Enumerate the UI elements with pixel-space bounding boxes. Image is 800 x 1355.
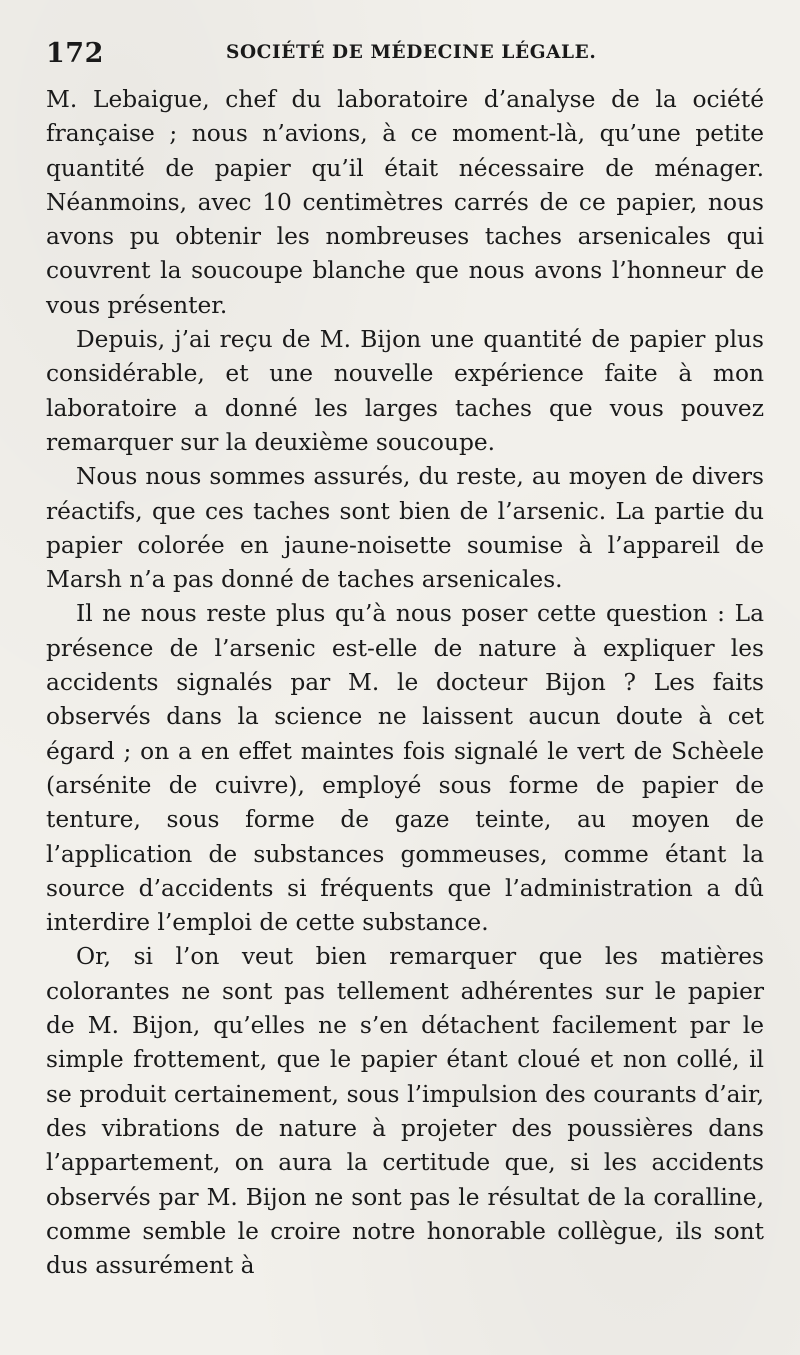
page-header — [46, 38, 768, 74]
paragraph-1: M. Lebaigue, chef du laboratoire d’analyse de la ociété française ; nous n’avions, à ce moment-là, qu’une petite quantité de papier qu’il était nécessaire de ménager. Néanmoins, avec 10 centimètres carrés de ce papier, nous avons pu obtenir les nombreuses taches arsenicales qui couvrent la soucoupe blanche que nous avons l’honneur de vous présenter. — [46, 86, 764, 319]
paragraph-5: Or, si l’on veut bien remarquer que les matières colorantes ne sont pas tellement adhérentes sur le papier de M. Bijon, qu’elles ne s’en détachent facilement par le simple frottement, que le papier étant cloué et non collé, il se produit certainement, sous l’impulsion des courants d’air, des vibrations de nature à projeter des poussières dans l’appartement, on aura la certitude que, si les accidents observés par M. Bijon ne sont pas le résultat de la coralline, comme semble le croire notre honorable collègue, ils sont dus assurément à — [46, 943, 764, 1280]
running-title: SOCIÉTÉ DE MÉDECINE LÉGALE. — [226, 42, 597, 63]
page-number: 172 — [46, 38, 104, 69]
body-text — [46, 83, 764, 1283]
paragraph-2: Depuis, j’ai reçu de M. Bijon une quantité de papier plus considérable, et une nouvelle expérience faite à mon laboratoire a donné les larges taches que vous pouvez remarquer sur la deuxième soucoupe. — [46, 326, 764, 456]
paragraph-4: Il ne nous reste plus qu’à nous poser cette question : La présence de l’arsenic est-elle de nature à expliquer les accidents signalés par M. le docteur Bijon ? Les faits observés dans la science ne laissent aucun doute à cet égard ; on a en effet maintes fois signalé le vert de Schèele (arsénite de cuivre), employé sous forme de papier de tenture, sous forme de gaze teinte, au moyen de l’application de substances gommeuses, comme étant la source d’accidents si fréquents que l’administration a dû interdire l’emploi de cette substance. — [46, 600, 764, 937]
paragraph-3: Nous nous sommes assurés, du reste, au moyen de divers réactifs, que ces taches sont bien de l’arsenic. La partie du papier colorée en jaune-noisette soumise à l’appareil de Marsh n’a pas donné de taches arsenicales. — [46, 463, 764, 594]
